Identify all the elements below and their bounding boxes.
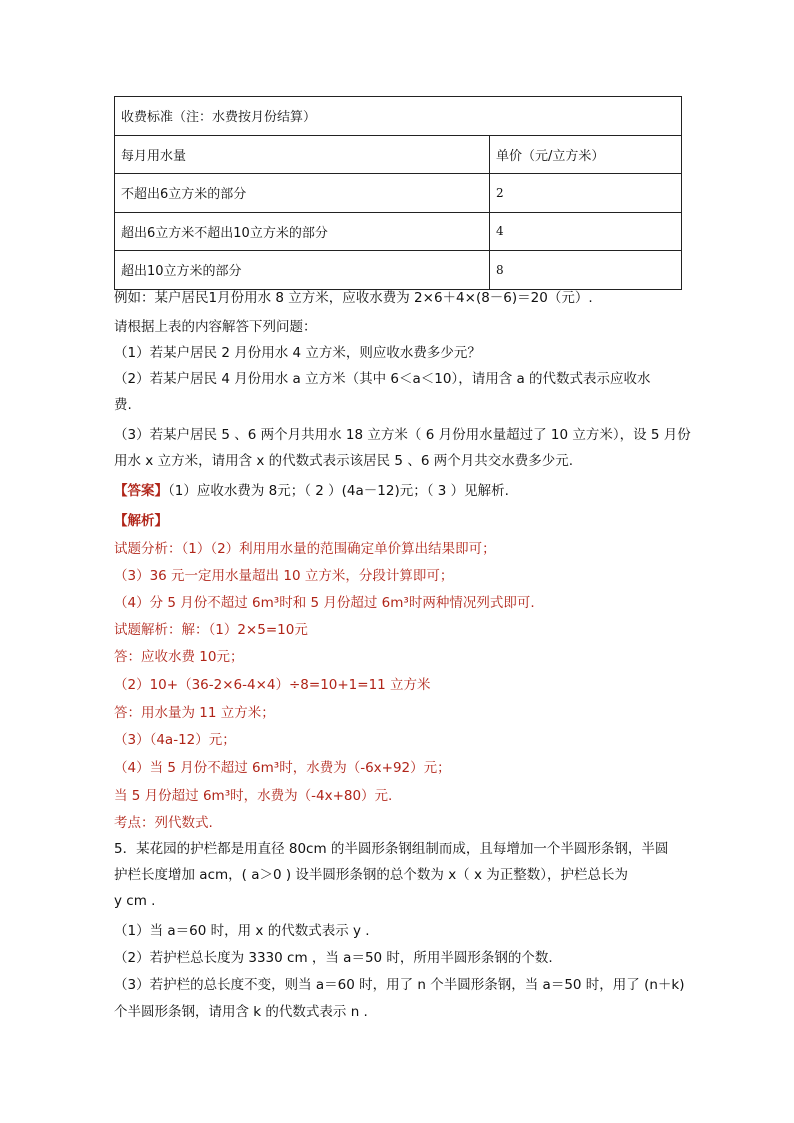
problem-5-line-1: 5．某花园的护栏都是用直径 80cm 的半圆形条钢组制而成，且每增加一个半圆形条钢，半圆 <box>114 841 669 857</box>
analysis-label: 【解析】 <box>114 513 168 529</box>
problem-5-question-3-line-1: （3）若护栏的总长度不变，则当 a＝60 时，用了 n 个半圆形条钢，当 a＝50 时，用了 (n＋k) <box>114 977 685 993</box>
table-cell: 超出6立方米不超出10立方米的部分 <box>115 212 490 251</box>
question-3-line-2: 用水 x 立方米，请用含 x 的代数式表示该居民 5 、6 两个月共交水费多少元. <box>114 453 573 469</box>
analysis-line: 试题分析：（1）（2）利用用水量的范围确定单价算出结果即可； <box>114 541 496 557</box>
fee-table <box>114 96 682 290</box>
table-cell: 8 <box>490 251 682 290</box>
table-title-row <box>115 97 682 136</box>
analysis-line: 试题解析：解：（1）2×5=10元 <box>114 622 308 638</box>
problem-5-question-2: （2）若护栏总长度为 3330 cm ，当 a＝50 时，所用半圆形条钢的个数. <box>114 950 553 966</box>
analysis-line: （2）10+（36-2×6-4×4）÷8=10+1=11 立方米 <box>114 677 431 693</box>
table-title: 收费标准（注：水费按月份结算） <box>115 97 682 136</box>
analysis-line: （3）（4a-12）元； <box>114 732 236 748</box>
problem-5-question-3-line-2: 个半圆形条钢，请用含 k 的代数式表示 n . <box>114 1004 368 1020</box>
table-header-price: 单价（元/立方米） <box>490 135 682 174</box>
problem-5-line-2: 护栏长度增加 acm，( a＞0 ) 设半圆形条钢的总个数为 x（ x 为正整数），护栏总长为 <box>114 867 629 883</box>
analysis-line: （4）分 5 月份不超过 6m³时和 5 月份超过 6m³时两种情况列式即可. <box>114 595 535 611</box>
table-row <box>115 212 682 251</box>
question-1: （1）若某户居民 2 月份用水 4 立方米，则应收水费多少元？ <box>114 345 481 361</box>
table-cell: 不超出6立方米的部分 <box>115 174 490 213</box>
answer-text: （1）应收水费为 8元；（ 2 ）(4a－12)元；（ 3 ）见解析. <box>168 483 509 499</box>
table-header-usage: 每月用水量 <box>115 135 490 174</box>
answer-label: 【答案】 <box>114 483 168 499</box>
question-2-line-1: （2）若某户居民 4 月份用水 a 立方米（其中 6＜a＜10），请用含 a 的代数式表示应收水 <box>114 371 651 387</box>
table-header-row <box>115 135 682 174</box>
answer-line <box>114 482 509 500</box>
analysis-line: 答：应收水费 10元； <box>114 649 244 665</box>
question-3-line-1: （3）若某户居民 5 、6 两个月共用水 18 立方米（ 6 月份用水量超过了 10 立方米），设 5 月份 <box>114 427 691 443</box>
instruction-text: 请根据上表的内容解答下列问题： <box>114 319 317 335</box>
table-cell: 超出10立方米的部分 <box>115 251 490 290</box>
analysis-line: 考点：列代数式. <box>114 815 213 831</box>
example-text: 例如：某户居民1月份用水 8 立方米，应收水费为 2×6＋4×(8－6)＝20（元）. <box>114 290 593 306</box>
table-cell: 4 <box>490 212 682 251</box>
table-row <box>115 251 682 290</box>
problem-5-line-3: y cm . <box>114 893 156 909</box>
table-row <box>115 174 682 213</box>
analysis-line: 当 5 月份超过 6m³时，水费为（-4x+80）元. <box>114 788 393 804</box>
problem-5-question-1: （1）当 a＝60 时，用 x 的代数式表示 y . <box>114 923 370 939</box>
question-2-line-2: 费. <box>114 397 132 413</box>
analysis-line: （4）当 5 月份不超过 6m³时，水费为（-6x+92）元； <box>114 760 451 776</box>
table-cell: 2 <box>490 174 682 213</box>
analysis-line: （3）36 元一定用水量超出 10 立方米，分段计算即可； <box>114 568 454 584</box>
analysis-line: 答：用水量为 11 立方米； <box>114 705 275 721</box>
